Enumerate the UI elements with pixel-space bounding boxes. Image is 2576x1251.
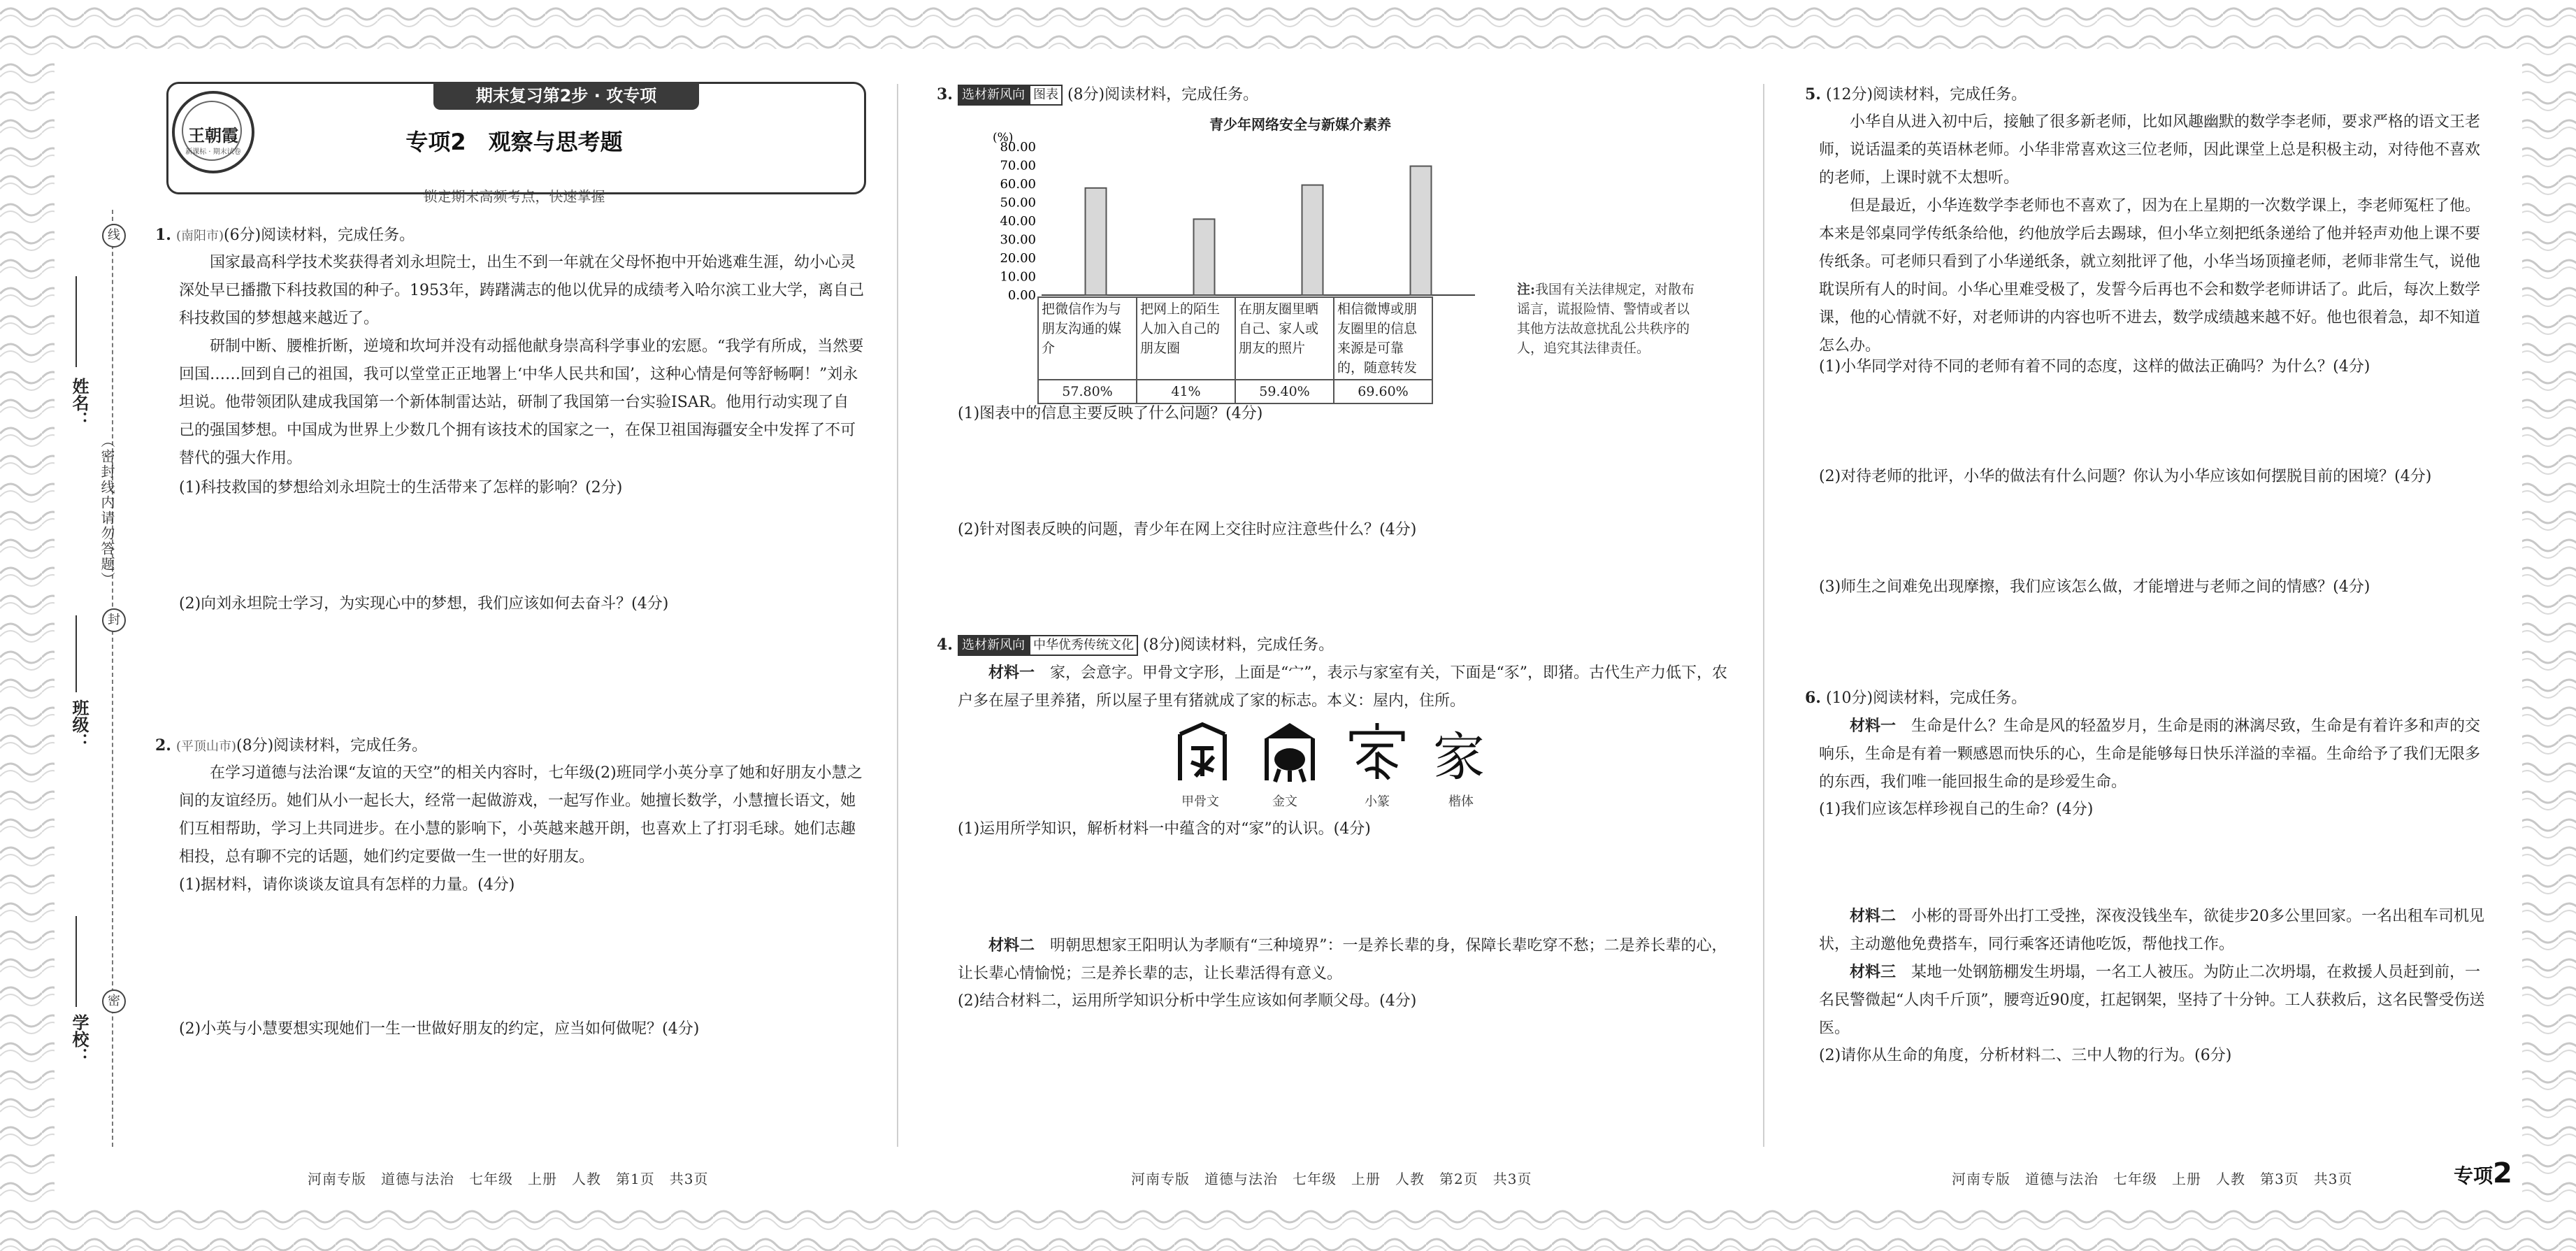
chart-y-tick: 20.00 [1000,251,1036,266]
chart-value-label: 57.80% [1038,380,1137,403]
q5-number: 5. [1805,85,1821,103]
no-answer-note: （密封线内请勿答题） [99,434,115,587]
q6-sub2: (2)请你从生命的角度，分析材料二、三中人物的行为。(6分) [1819,1047,2232,1064]
q5-sub1: (1)小华同学对待不同的老师有着不同的态度，这样的做法正确吗？为什么？(4分) [1819,358,2370,376]
q1-para2: 研制中断、腰椎折断，逆境和坎坷并没有动摇他献身崇高科学事业的宏愿。“我学有所成，当然要回国……回到自己的祖国，我可以堂堂正正地署上‘中华人民共和国’，这种心情是何等舒畅啊！”刘永坦说。他带领团队建成我国第一个新体制雷达站，研制了我国第一台实验ISAR。他用行动实现了自己的强国梦想。中国成为世界上少数几个拥有该技术的国家之一，在保卫祖国海疆安全中发挥了不可替代的强大作用。 [179,338,864,467]
q1-source: (南阳市) [175,229,224,243]
section-corner-mark [2454,1157,2512,1189]
q4-sub2: (2)结合材料二，运用所学知识分析中学生应该如何孝顺父母。(4分) [958,992,1417,1010]
chart-bars [1086,166,1432,295]
q4-tag-trend: 选材新风向 [958,635,1029,656]
chart-category: 把微信作为与朋友沟通的媒介 [1038,297,1137,380]
name-label: 姓名： [69,378,89,428]
q6-m2-text: 小彬的哥哥外出打工受挫，深夜没钱坐车，欲徒步20多公里回家。一名出租车司机见状，主动邀他免费搭车，同行乘客还请他吃饭，帮他找工作。 [1819,908,2485,953]
page-subtitle: 锁定期末高频考点，快速掌握 [423,188,605,205]
chart-bar [1194,219,1215,295]
chart-category-row [1038,297,1432,380]
chart-data-table [1037,296,1433,404]
q2-source: (平顶山市) [175,739,237,754]
chart-bar [1086,188,1107,295]
class-label: 班级： [69,699,89,750]
chart-bar [1411,166,1432,295]
q3-heading [937,80,1748,109]
glyph-label-oracle: 甲骨文 [1181,794,1219,809]
q3-number: 3. [937,85,953,103]
q6-m2-label: 材料二 [1850,907,1897,925]
oracle-bone-jia-glyph [1174,720,1230,783]
q6-head: (10分)阅读材料，完成任务。 [1825,689,2027,707]
footer-page-2: 河南专版 道德与法治 七年级 上册 人教 第2页 共3页 [1131,1171,1532,1187]
school-label: 学校： [69,1014,89,1064]
regular-script-jia-glyph: 家 [1433,727,1485,787]
q4-material1 [958,659,1734,715]
jia-glyph-evolution [1174,720,1594,809]
bar-chart [979,126,1510,301]
q5-para1: 小华自从进入初中后，接触了很多新老师，比如风趣幽默的数学李老师，要求严格的语文王老师，说话温柔的英语林老师。小华非常喜欢这三位老师，因此课堂上总是积极主动，对待他不喜欢的老师，上课时就不太想听。 [1819,113,2481,187]
q2-sub2: (2)小英与小慧要想实现她们一生一世做好朋友的约定，应当如何做呢？(4分) [179,1020,700,1038]
seal-secret: 密 [102,989,126,1013]
header-banner: 期末复习第2步 · 攻专项 [433,82,699,110]
q6-m1-label: 材料一 [1850,717,1897,735]
q4-m1-text: 家，会意字。甲骨文字形，上面是“宀”，表示与家室有关，下面是“豕”，即猪。古代生产力低下，农户多在屋子里养猪，所以屋子里有猪就成了家的标志。本义：屋内，住所。 [958,664,1728,710]
q2-sub1: (1)据材料，请你谈谈友谊具有怎样的力量。(4分) [179,876,515,894]
q1-sub1: (1)科技救国的梦想给刘永坦院士的生活带来了怎样的影响？(2分) [179,479,623,496]
q4-number: 4. [937,636,953,654]
q4-head: (8分)阅读材料，完成任务。 [1142,636,1334,654]
chart-value-label: 41% [1137,380,1235,403]
chart-y-tick: 70.00 [1000,158,1036,173]
glyph-label-regular: 楷体 [1448,794,1474,809]
seal-seal: 封 [102,608,126,632]
chart-category: 把网上的陌生人加入自己的朋友圈 [1137,297,1235,380]
bronze-jia-glyph [1258,720,1321,783]
q2-head: (8分)阅读材料，完成任务。 [236,737,428,755]
chart-value-label: 59.40% [1235,380,1334,403]
page-title: 专项2 观察与思考题 [405,129,623,155]
chart-title: 青少年网络安全与新媒介素养 [1209,116,1391,133]
q6-material2 [1819,902,2490,959]
logo-small-text: 新课标 · 期末试卷 [185,148,241,156]
q4-heading [937,631,1748,659]
chart-axes [993,131,1475,301]
chart-y-tick: 10.00 [1000,269,1036,285]
school-fill-line [75,916,80,1007]
chart-y-unit: (%) [993,131,1014,145]
chart-note [1517,280,1699,358]
seal-script-jia-glyph [1346,720,1409,783]
chart-y-tick: 80.00 [1000,140,1036,155]
chart-note-label: 注: [1517,282,1536,297]
corner-number: 2 [2493,1157,2512,1189]
q4-material2 [958,931,1734,988]
glyph-label-bronze: 金文 [1272,794,1297,809]
chart-note-text: 我国有关法律规定，对散布谣言，谎报险情、警情或者以其他方法故意扰乱公共秩序的人，追究其法律责任。 [1517,282,1695,356]
q1-number: 1. [155,226,171,244]
footer-page-1: 河南专版 道德与法治 七年级 上册 人教 第1页 共3页 [308,1171,709,1187]
seal-line: 线 [102,224,126,248]
q3-sub2: (2)针对图表反映的问题，青少年在网上交往时应注意些什么？(4分) [958,521,1417,538]
chart-category: 在朋友圈里晒自己、家人或朋友的照片 [1235,297,1334,380]
q6-heading [1805,684,2490,713]
q4-tag-culture: 中华优秀传统文化 [1029,635,1138,656]
q6-material3 [1819,958,2490,1043]
glyph-label-seal: 小篆 [1365,794,1390,809]
chart-bar [1302,185,1323,295]
q2-heading [155,731,868,761]
logo-text: 王朝霞 [188,125,238,145]
q3-tag-trend: 选材新风向 [958,85,1029,106]
q5-head: (12分)阅读材料，完成任务。 [1825,86,2027,103]
q1-head: (6分)阅读材料，完成任务。 [224,227,415,244]
q3-tag-chart: 图表 [1029,85,1063,106]
q6-m3-text: 某地一处钢筋棚发生坍塌，一名工人被压。为防止二次坍塌，在救援人员赶到前，一名民警微起“人肉千斤顶”，腰弯近90度，扛起钢架，坚持了十分钟。工人获救后，这名民警受伤送医。 [1819,964,2485,1037]
q6-number: 6. [1805,689,1821,707]
q6-sub1: (1)我们应该怎样珍视自己的生命？(4分) [1819,801,2094,818]
q1-sub2: (2)向刘永坦院士学习，为实现心中的梦想，我们应该如何去奋斗？(4分) [179,595,669,613]
q6-m1-text: 生命是什么？生命是风的轻盈岁月，生命是雨的淋漓尽致，生命是有着许多和声的交响乐，生命是有着一颗感恩而快乐的心，生命是能够每日快乐洋溢的幸福。生命给予了我们无限多的东西，我们唯一能回报生命的是珍爱生命。 [1819,717,2481,791]
q5-sub2: (2)对待老师的批评，小华的做法有什么问题？你认为小华应该如何摆脱目前的困境？(4分) [1819,468,2432,485]
class-fill-line [75,615,80,692]
q4-m1-label: 材料一 [988,664,1035,682]
q3-head: (8分)阅读材料，完成任务。 [1067,86,1259,103]
chart-y-tick: 60.00 [1000,177,1036,192]
q4-m2-text: 明朝思想家王阳明认为孝顺有“三种境界”：一是养长辈的身，保障长辈吃穿不愁；二是养长辈的心，让长辈心情愉悦；三是养长辈的志，让长辈活得有意义。 [958,937,1727,982]
chart-category: 相信微博或朋友圈里的信息来源是可靠的，随意转发 [1334,297,1432,380]
q2-para1: 在学习道德与法治课“友谊的天空”的相关内容时，七年级(2)班同学小英分享了她和好朋友小慧之间的友谊经历。她们从小一起长大，经常一起做游戏，一起写作业。她擅长数学，小慧擅长语文，她们互相帮助，学习上共同进步。在小慧的影响下，小英越来越开朗，也喜欢上了打羽毛球。她们志趣相投，总有聊不完的话题，她们约定要做一生一世的好朋友。 [179,764,863,866]
q4-m2-label: 材料二 [988,936,1035,955]
q1-heading [155,221,868,250]
name-fill-line [75,276,80,367]
q6-material1 [1819,712,2490,796]
footer-page-3: 河南专版 道德与法治 七年级 上册 人教 第3页 共3页 [1952,1171,2353,1187]
q1-para1: 国家最高科学技术奖获得者刘永坦院士，出生不到一年就在父母怀抱中开始逃难生涯，幼小心灵深处早已播撒下科技救国的种子。1953年，踌躇满志的他以优异的成绩考入哈尔滨工业大学，离自己科技救国的梦想越来越近了。 [179,254,864,327]
chart-y-tick: 0.00 [1007,288,1036,301]
chart-value-label: 69.60% [1334,380,1432,403]
chart-y-tick: 30.00 [1000,232,1036,248]
q3-sub1: (1)图表中的信息主要反映了什么问题？(4分) [958,405,1263,422]
corner-label: 专项 [2454,1164,2494,1187]
column-divider-2 [1763,84,1764,1147]
q5-para2: 但是最近，小华连数学李老师也不喜欢了，因为在上星期的一次数学课上，李老师冤枉了他。本来是邻桌同学传纸条给他，约他放学后去踢球，但小华立刻把纸条递给了他并轻声劝他上课不要传纸条。可老师只看到了小华递纸条，就立刻批评了他，小华当场顶撞老师，老师非常生气，说他耽误所有人的时间。小华心里难受极了，发誓今后再也不会和数学老师讲话了。此后，每次上数学课，他的心情就不好，对老师讲的内容也听不进去，数学成绩越来越不好。他也很着急，却不知道怎么办。 [1819,197,2481,355]
q4-sub1: (1)运用所学知识，解析材料一中蕴含的对“家”的认识。(4分) [958,820,1371,838]
q5-sub3: (3)师生之间难免出现摩擦，我们应该怎么做，才能增进与老师之间的情感？(4分) [1819,578,2370,596]
chart-y-tick: 50.00 [1000,195,1036,210]
q6-m3-label: 材料三 [1850,963,1897,981]
q2-number: 2. [155,736,171,755]
chart-y-tick: 40.00 [1000,214,1036,229]
column-divider-1 [897,84,898,1147]
q5-heading [1805,80,2490,109]
